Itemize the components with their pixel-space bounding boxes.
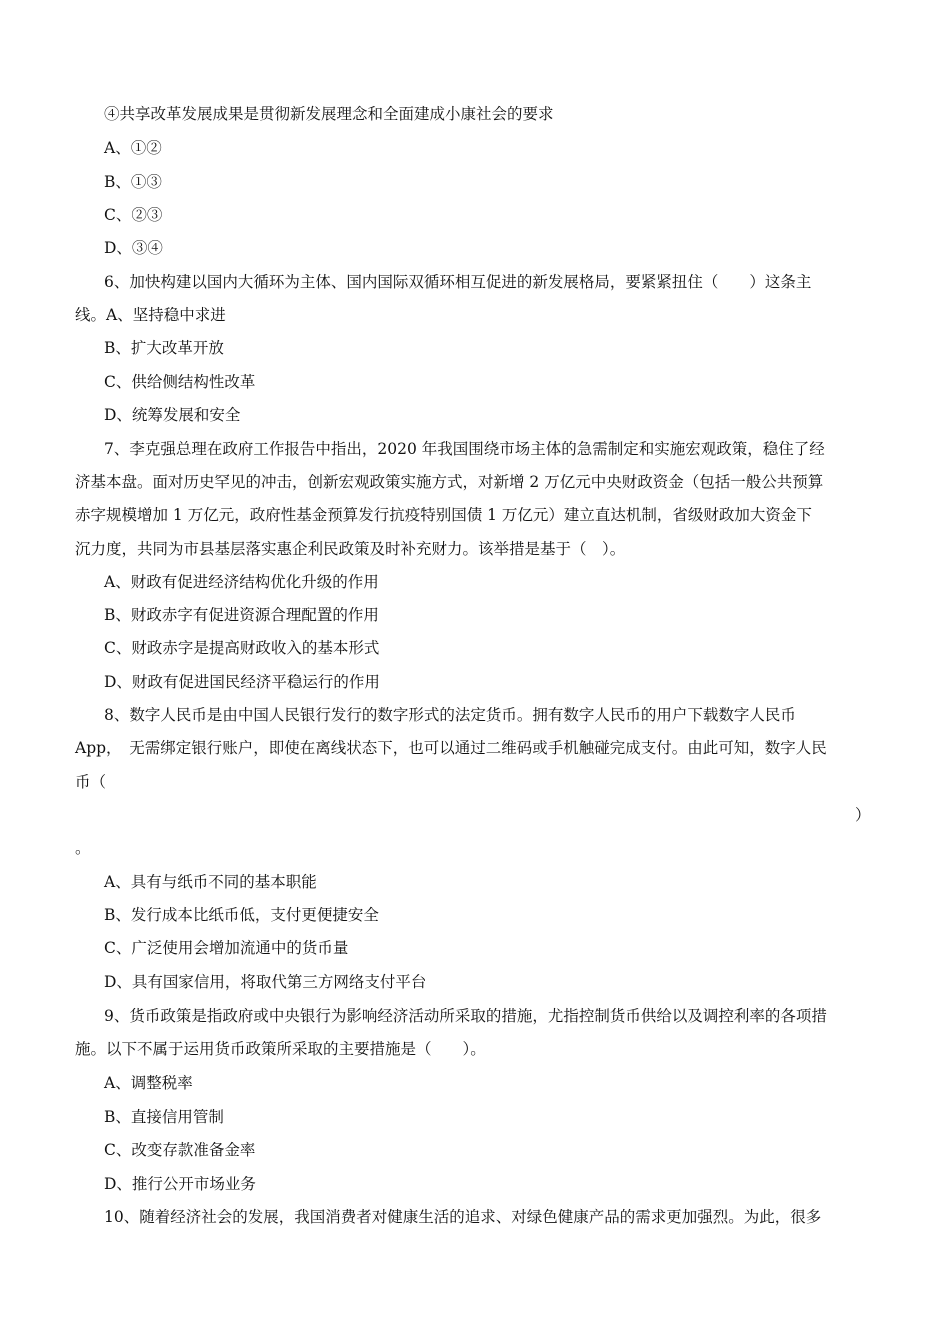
q6-option-b: B、扩大改革开放 — [104, 339, 224, 357]
q7-option-b: B、财政赤字有促进资源合理配置的作用 — [104, 606, 379, 624]
q8-option-a: A、具有与纸币不同的基本职能 — [104, 873, 317, 891]
q6-option-d: D、统筹发展和安全 — [104, 406, 241, 424]
q6-stem-line-1: 6、加快构建以国内大循环为主体、国内国际双循环相互促进的新发展格局，要紧紧扭住（ ）这条主 — [104, 273, 812, 291]
q7-option-a: A、财政有促进经济结构优化升级的作用 — [104, 573, 379, 591]
q7-stem-line-2: 济基本盘。面对历史罕见的冲击，创新宏观政策实施方式，对新增 2 万亿元中央财政资金（包括一般公共预算 — [75, 473, 824, 491]
q7-stem-line-3: 赤字规模增加 1 万亿元，政府性基金预算发行抗疫特别国债 1 万亿元）建立直达机制，省级财政加大资金下 — [75, 506, 812, 524]
q9-option-b: B、直接信用管制 — [104, 1108, 224, 1126]
q8-close-paren: ） — [855, 806, 871, 824]
q7-option-d: D、财政有促进国民经济平稳运行的作用 — [104, 673, 380, 691]
q7-stem-line-1: 7、李克强总理在政府工作报告中指出，2020 年我国围绕市场主体的急需制定和实施宏观政策，稳住了经 — [104, 440, 825, 458]
q8-option-c: C、广泛使用会增加流通中的货币量 — [104, 939, 349, 957]
q8-stem-line-2: App， 无需绑定银行账户，即使在离线状态下，也可以通过二维码或手机触碰完成支付。由此可知，数字人民 — [75, 739, 827, 757]
q8-option-d: D、具有国家信用，将取代第三方网络支付平台 — [104, 973, 427, 991]
q8-stem-line-1: 8、数字人民币是由中国人民银行发行的数字形式的法定货币。拥有数字人民币的用户下载数字人民币 — [104, 706, 796, 724]
q6-stem-line-2: 线。A、坚持稳中求进 — [75, 306, 226, 324]
q10-stem-line-1: 10、随着经济社会的发展，我国消费者对健康生活的追求、对绿色健康产品的需求更加强烈。为此，很多 — [104, 1208, 822, 1226]
q5-option-a: A、①② — [104, 139, 162, 157]
q9-option-d: D、推行公开市场业务 — [104, 1175, 256, 1193]
q7-stem-line-4: 沉力度，共同为市县基层落实惠企利民政策及时补充财力。该举措是基于（ ）。 — [75, 540, 626, 558]
q9-stem-line-2: 施。以下不属于运用货币政策所采取的主要措施是（ ）。 — [75, 1040, 486, 1058]
q5-option-b: B、①③ — [104, 173, 162, 191]
q6-option-c: C、供给侧结构性改革 — [104, 373, 256, 391]
q9-option-a: A、调整税率 — [104, 1074, 193, 1092]
q7-option-c: C、财政赤字是提高财政收入的基本形式 — [104, 639, 380, 657]
q9-option-c: C、改变存款准备金率 — [104, 1141, 256, 1159]
q8-stem-line-3: 币（ — [75, 773, 107, 791]
q5-option-c: C、②③ — [104, 206, 163, 224]
q9-stem-line-1: 9、货币政策是指政府或中央银行为影响经济活动所采取的措施，尤指控制货币供给以及调控利率的各项措 — [104, 1007, 827, 1025]
option-4-line: ④共享改革发展成果是贯彻新发展理念和全面建成小康社会的要求 — [104, 105, 554, 123]
q5-option-d: D、③④ — [104, 239, 163, 257]
q8-period: 。 — [75, 839, 91, 857]
q8-option-b: B、发行成本比纸币低，支付更便捷安全 — [104, 906, 379, 924]
